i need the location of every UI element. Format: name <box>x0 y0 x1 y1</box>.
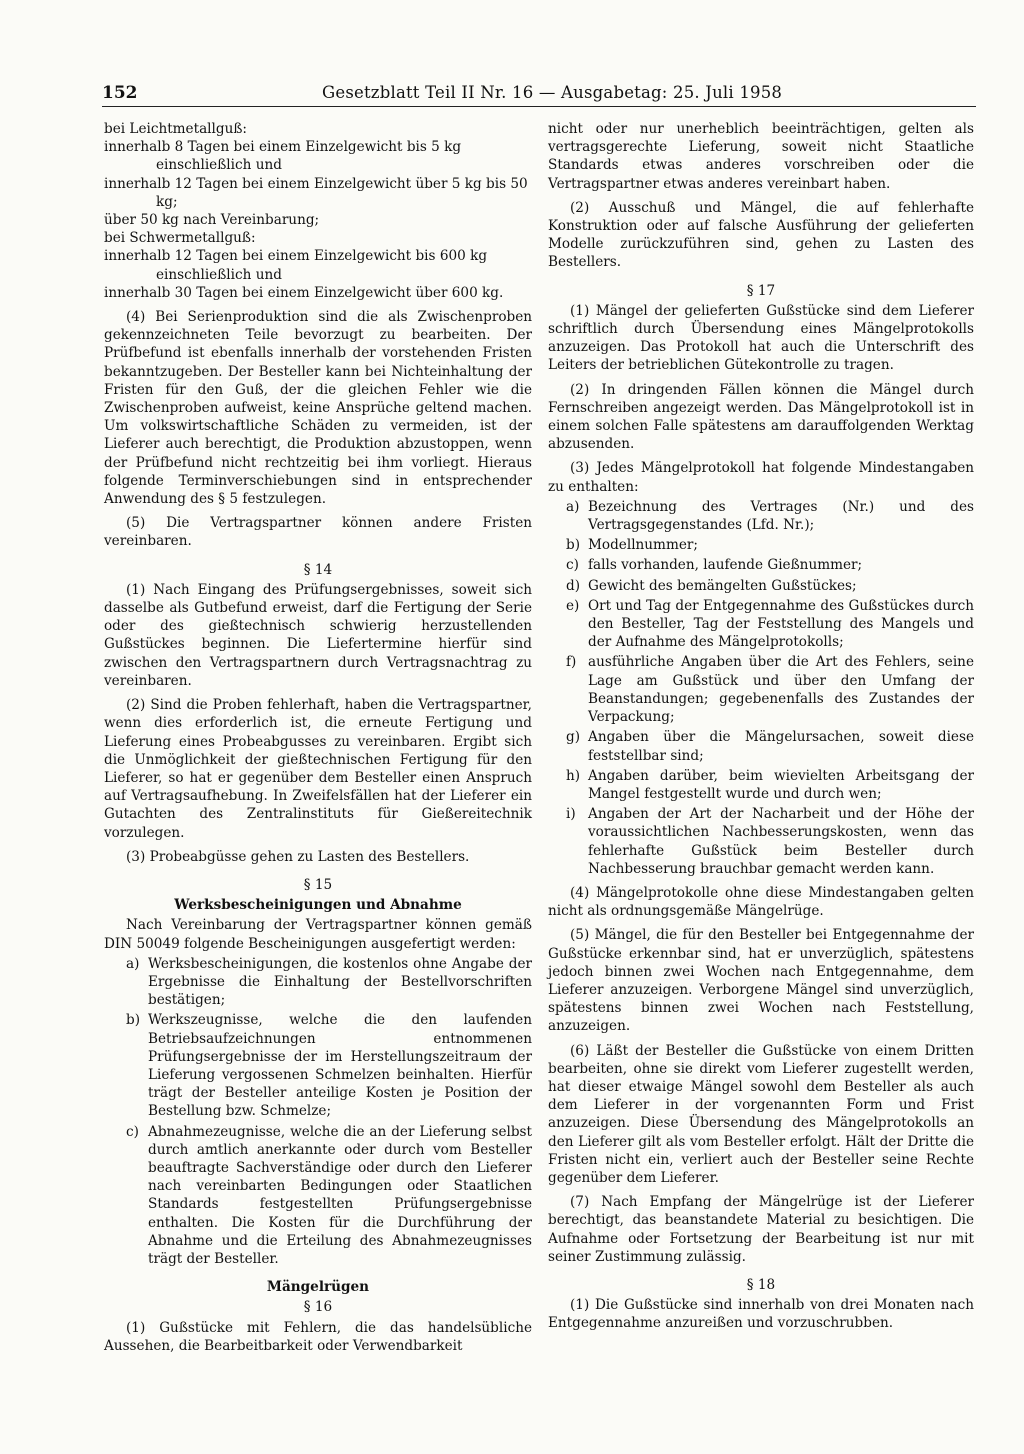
paragraph-13-4: (4) Bei Serienproduktion sind die als Zwischenproben gekennzeichneten Teile bevorzugt zu bearbeiten. Der Prüfbefund ist ebenfalls innerhalb der vorstehenden Fristen bekanntzugeben. Der Besteller kann bei Nichteinhaltung der Fristen für den Guß, der die gleichen Fehler wie die Zwischenproben aufweist, keine Ansprüche geltend machen. Um volkswirtschaftliche Schäden zu vermeiden, ist der Lieferer auch berechtigt, die Produktion abzustoppen, wenn der Prüfbefund nicht rechtzeitig bei ihm vorliegt. Hieraus folgende Terminverschiebungen sind in entsprechender Anwendung des § 5 festzulegen. <box>104 309 532 508</box>
list-item: b) Modellnummer; <box>566 537 698 554</box>
section-18-heading: § 18 <box>746 1276 776 1293</box>
list-item: d) Gewicht des bemängelten Gußstückes; <box>566 577 857 594</box>
list-item: c) falls vorhanden, laufende Gießnummer; <box>566 557 863 574</box>
section-15-heading: § 15 <box>303 876 333 893</box>
list-item: b) Werkszeugnisse, welche die den laufenden Betriebsaufzeichnungen entnommenen Prüfungsergebnisse der im Herstellungszeitraum der Lieferung vergossenen Schmelzen beinhalten. Hierfür trägt der Besteller anteilige Kosten je Position der Bestellung bzw. Schmelze; <box>126 1012 532 1120</box>
leichtmetall-line-2: innerhalb 12 Tagen bei einem Einzelgewicht über 5 kg bis 50 kg; <box>104 175 528 210</box>
right-column <box>548 120 974 1339</box>
list-item: e) Ort und Tag der Entgegennahme des Gußstückes durch den Besteller, Tag der Feststellung des Mangels und der Aufnahme des Mängelprotokolls; <box>566 597 974 651</box>
paragraph-16-1-start: (1) Gußstücke mit Fehlern, die das handelsübliche Aussehen, die Bearbeitbarkeit oder Verwendbarkeit <box>104 1319 532 1354</box>
list-item: f) ausführliche Angaben über die Art des Fehlers, seine Lage am Gußstück und über den Umfang der Beanstandungen; gegebenenfalls des Zustandes der Verpackung; <box>566 654 974 726</box>
section-15-title: Werksbescheinigungen und Abnahme <box>174 897 462 914</box>
list-item: a) Werksbescheinigungen, die kostenlos ohne Angabe der Ergebnisse die Einhaltung der Bestellvorschriften bestätigen; <box>126 955 532 1009</box>
section-15-intro: Nach Vereinbarung der Vertragspartner können gemäß DIN 50049 folgende Bescheinigungen ausgefertigt werden: <box>104 917 532 952</box>
leichtmetall-line-3: über 50 kg nach Vereinbarung; <box>104 212 320 229</box>
list-item: c) Abnahmezeugnisse, welche die an der Lieferung selbst durch amtlich anerkannte oder durch vom Besteller beauftragte Sachverständige oder durch den Lieferer nach vereinbarten Bedingungen oder Staatlichen Standards festgestellten Prüfungsergebnisse enthalten. Die Kosten für die Durchführung der Abnahme und die Erteilung des Abnahmezeugnisses trägt der Besteller. <box>126 1123 532 1267</box>
paragraph-17-1: (1) Mängel der gelieferten Gußstücke sind dem Lieferer schriftlich durch Übersendung eines Mängelprotokolls anzuzeigen. Das Protokoll hat auch die Unterschrift des Leiters der betrieblichen Gütekontrolle zu tragen. <box>548 302 974 374</box>
schwermetall-label: bei Schwermetallguß: <box>104 230 256 247</box>
paragraph-17-7: (7) Nach Empfang der Mängelrüge ist der Lieferer berechtigt, das beanstandete Material zu besichtigen. Die Aufnahme oder Fortsetzung der Bearbeitung ist nur mit seiner Zustimmung zulässig. <box>548 1194 974 1265</box>
section-16-heading: § 16 <box>303 1299 333 1316</box>
leichtmetall-line-1: innerhalb 8 Tagen bei einem Einzelgewicht bis 5 kg einschließlich und <box>104 139 462 174</box>
section-17-heading: § 17 <box>746 282 776 299</box>
maengelruegen-title: Mängelrügen <box>266 1279 370 1296</box>
section-17-list <box>548 498 974 878</box>
paragraph-17-6: (6) Läßt der Besteller die Gußstücke von einem Dritten bearbeiten, ohne sie direkt vom Lieferer zugestellt werden, hat dieser etwaige Mängel sowohl dem Besteller als auch dem Lieferer in der vorgenannten Form und Frist anzuzeigen. Diese Übersendung des Mängelprotokolls an den Lieferer gilt als vom Besteller erfolgt. Hält der Dritte die Fristen nicht ein, verliert auch der Besteller seine Rechte gegenüber dem Lieferer. <box>548 1042 974 1186</box>
header-rule <box>102 106 976 107</box>
header-title: Gesetzblatt Teil II Nr. 16 — Ausgabetag: 25. Juli 1958 <box>322 83 783 102</box>
schwermetall-line-2: innerhalb 30 Tagen bei einem Einzelgewicht über 600 kg. <box>104 284 504 301</box>
paragraph-17-4: (4) Mängelprotokolle ohne diese Mindestangaben gelten nicht als ordnungsgemäße Mängelrüge. <box>548 884 974 920</box>
leichtmetall-label: bei Leichtmetallguß: <box>104 121 247 137</box>
left-column <box>104 120 532 1361</box>
list-item: h) Angaben darüber, beim wievielten Arbeitsgang der Mangel festgestellt wurde und durch wen; <box>566 767 974 802</box>
paragraph-16-1-cont: nicht oder nur unerheblich beeinträchtigen, gelten als vertragsgerechte Lieferung, soweit nicht Staatliche Standards etwas anderes vorschreiben oder die Vertragspartner etwas anderes vereinbart haben. <box>548 121 974 192</box>
section-14-heading: § 14 <box>303 561 333 578</box>
section-15-list <box>104 955 532 1268</box>
schwermetall-line-1: innerhalb 12 Tagen bei einem Einzelgewicht bis 600 kg einschließlich und <box>104 248 488 283</box>
paragraph-16-2: (2) Ausschuß und Mängel, die auf fehlerhafte Konstruktion oder auf falsche Ausführung der gelieferten Modelle zurückzuführen sind, gehen zu Lasten des Bestellers. <box>548 199 974 271</box>
list-item: g) Angaben über die Mängelursachen, soweit diese feststellbar sind; <box>566 729 974 764</box>
paragraph-17-2: (2) In dringenden Fällen können die Mängel durch Fernschreiben angezeigt werden. Das Mängelprotokoll ist in einem solchen Falle spätestens am darauffolgenden Werktag abzusenden. <box>548 381 974 453</box>
list-item: i) Angaben der Art der Nacharbeit und der Höhe der voraussichtlichen Nachbesserungskosten, wenn das fehlerhafte Gußstück beim Besteller durch Nachbesserung brauchbar gemacht werden kann. <box>566 806 974 877</box>
paragraph-14-2: (2) Sind die Proben fehlerhaft, haben die Vertragspartner, wenn dies erforderlich ist, die erneute Fertigung und Lieferung eines Probeabgusses zu vereinbaren. Ergibt sich die Unmöglichkeit der gießtechnischen Fertigung für den Lieferer, so hat er gegenüber dem Besteller einen Anspruch auf Vertragsaufhebung. In Zweifelsfällen hat der Lieferer ein Gutachten des Zentralinstituts für Gießereitechnik vorzulegen. <box>104 697 532 841</box>
paragraph-13-5: (5) Die Vertragspartner können andere Fristen vereinbaren. <box>104 515 532 550</box>
paragraph-14-3: (3) Probeabgüsse gehen zu Lasten des Bestellers. <box>126 848 470 865</box>
paragraph-17-3: (3) Jedes Mängelprotokoll hat folgende Mindestangaben zu enthalten: <box>548 460 974 495</box>
paragraph-17-5: (5) Mängel, die für den Besteller bei Entgegennahme der Gußstücke erkennbar sind, hat er unverzüglich, spätestens jedoch binnen zwei Wochen nach Entgegennahme, dem Lieferer anzuzeigen. Verborgene Mängel sind unverzüglich, spätestens binnen zwei Wochen nach Feststellung, anzuzeigen. <box>548 927 974 1035</box>
paragraph-18-1: (1) Die Gußstücke sind innerhalb von drei Monaten nach Entgegennahme anzureißen und vorzuschrubben. <box>548 1297 974 1332</box>
list-item: a) Bezeichnung des Vertrages (Nr.) und des Vertragsgegenstandes (Lfd. Nr.); <box>566 498 974 534</box>
page-number: 152 <box>102 83 138 103</box>
paragraph-14-1: (1) Nach Eingang des Prüfungsergebnisses, soweit sich dasselbe als Gutbefund erweist, darf die Fertigung der Serie oder des gießtechnisch schwierig herzustellenden Gußstückes beginnen. Die Liefertermine hierfür sind zwischen den Vertragspartnern durch Vertragsnachtrag zu vereinbaren. <box>104 581 532 689</box>
